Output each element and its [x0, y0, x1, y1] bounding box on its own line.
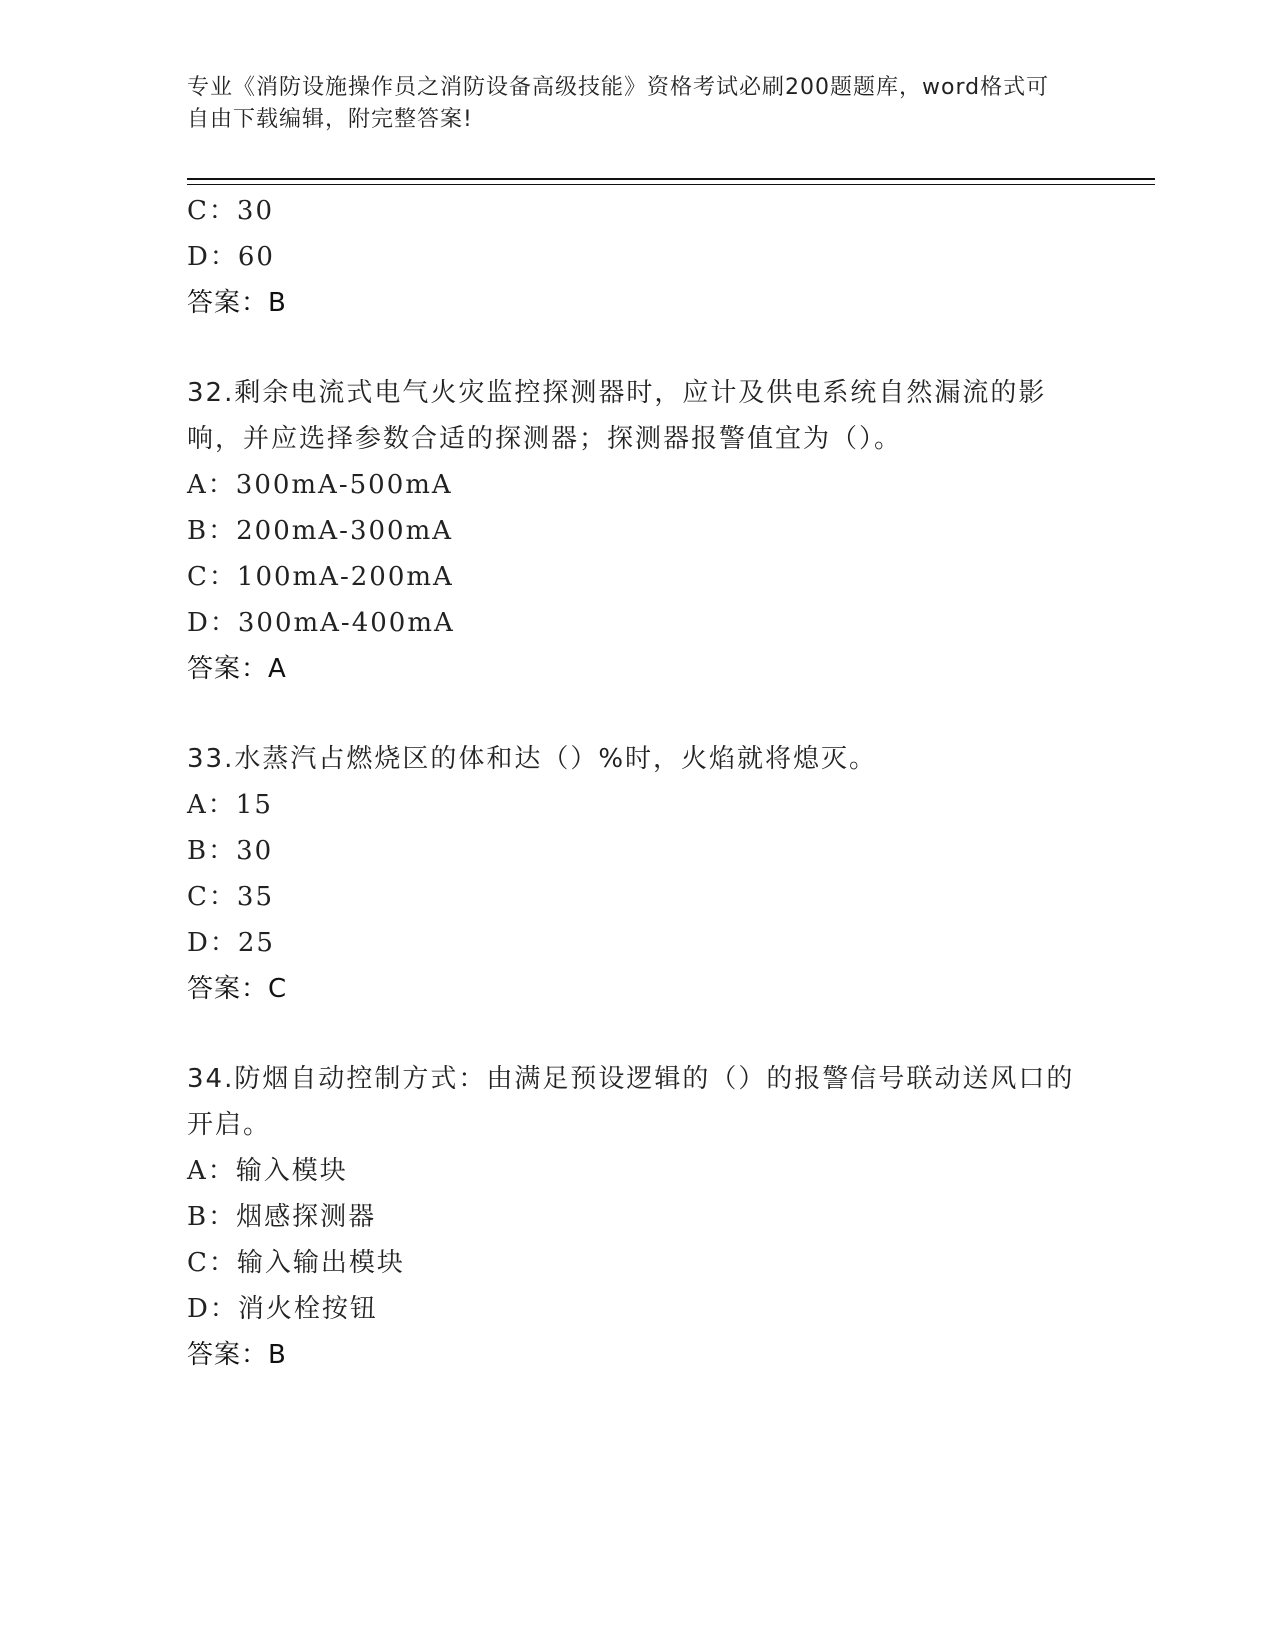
option-key: B：: [187, 836, 237, 866]
option-d: [187, 920, 1087, 966]
option-key: A：: [187, 1156, 236, 1186]
option-key: A：: [187, 790, 236, 820]
spacer: [187, 326, 1087, 370]
option-value: 60: [237, 242, 275, 272]
option-b: [187, 828, 1087, 874]
option-value: 消火栓按钮: [237, 1294, 378, 1324]
option-key: A：: [187, 470, 236, 500]
option-key: D：: [187, 242, 238, 272]
document-header: 专业《消防设施操作员之消防设备高级技能》资格考试必刷200题题库，word格式可自由下载编辑，附完整答案!: [187, 75, 1050, 132]
option-value: 30: [236, 196, 274, 226]
option-value: 输入模块: [235, 1156, 348, 1186]
option-c: [187, 554, 1087, 600]
answer-line: 答案：B: [187, 288, 287, 318]
option-key: B：: [187, 516, 237, 546]
option-value: 100mA-200mA: [236, 562, 454, 592]
spacer: [187, 692, 1087, 736]
option-value: 200mA-300mA: [236, 516, 454, 546]
option-value: 30: [236, 836, 274, 866]
option-key: C：: [187, 882, 237, 912]
header-divider-thick: [187, 178, 1155, 180]
option-key: D：: [187, 928, 238, 958]
answer-line: 答案：C: [187, 974, 288, 1004]
question-stem: 32.剩余电流式电气火灾监控探测器时，应计及供电系统自然漏流的影响，并应选择参数合适的探测器；探测器报警值宜为（）。: [187, 378, 1047, 454]
option-value: 35: [236, 882, 274, 912]
option-d: [187, 600, 1087, 646]
header-divider-thin: [187, 184, 1155, 185]
option-a: [187, 782, 1087, 828]
question-block-partial: [187, 188, 1087, 326]
option-value: 输入输出模块: [236, 1248, 405, 1278]
option-c: [187, 1240, 1087, 1286]
option-b: [187, 1194, 1087, 1240]
option-key: D：: [187, 608, 238, 638]
question-list: [187, 188, 1087, 1378]
option-key: D：: [187, 1294, 238, 1324]
option-value: 烟感探测器: [236, 1202, 377, 1232]
option-b: [187, 508, 1087, 554]
option-key: C：: [187, 196, 237, 226]
question-block: [187, 370, 1087, 692]
option-a: [187, 1148, 1087, 1194]
question-block: [187, 736, 1087, 1012]
option-a: [187, 462, 1087, 508]
answer-line: 答案：A: [187, 654, 287, 684]
option-key: C：: [187, 1248, 237, 1278]
option-value: 300mA-400mA: [237, 608, 455, 638]
spacer: [187, 1012, 1087, 1056]
option-value: 300mA-500mA: [235, 470, 453, 500]
option-value: 15: [235, 790, 273, 820]
question-stem: 34.防烟自动控制方式：由满足预设逻辑的（）的报警信号联动送风口的开启。: [187, 1064, 1075, 1140]
option-value: 25: [237, 928, 275, 958]
option-c: [187, 874, 1087, 920]
answer-line: 答案：B: [187, 1340, 287, 1370]
option-d: [187, 234, 1087, 280]
option-d: [187, 1286, 1087, 1332]
question-stem: 33.水蒸汽占燃烧区的体和达（）%时，火焰就将熄灭。: [187, 744, 878, 774]
question-block: [187, 1056, 1087, 1378]
option-c: [187, 188, 1087, 234]
option-key: C：: [187, 562, 237, 592]
option-key: B：: [187, 1202, 237, 1232]
